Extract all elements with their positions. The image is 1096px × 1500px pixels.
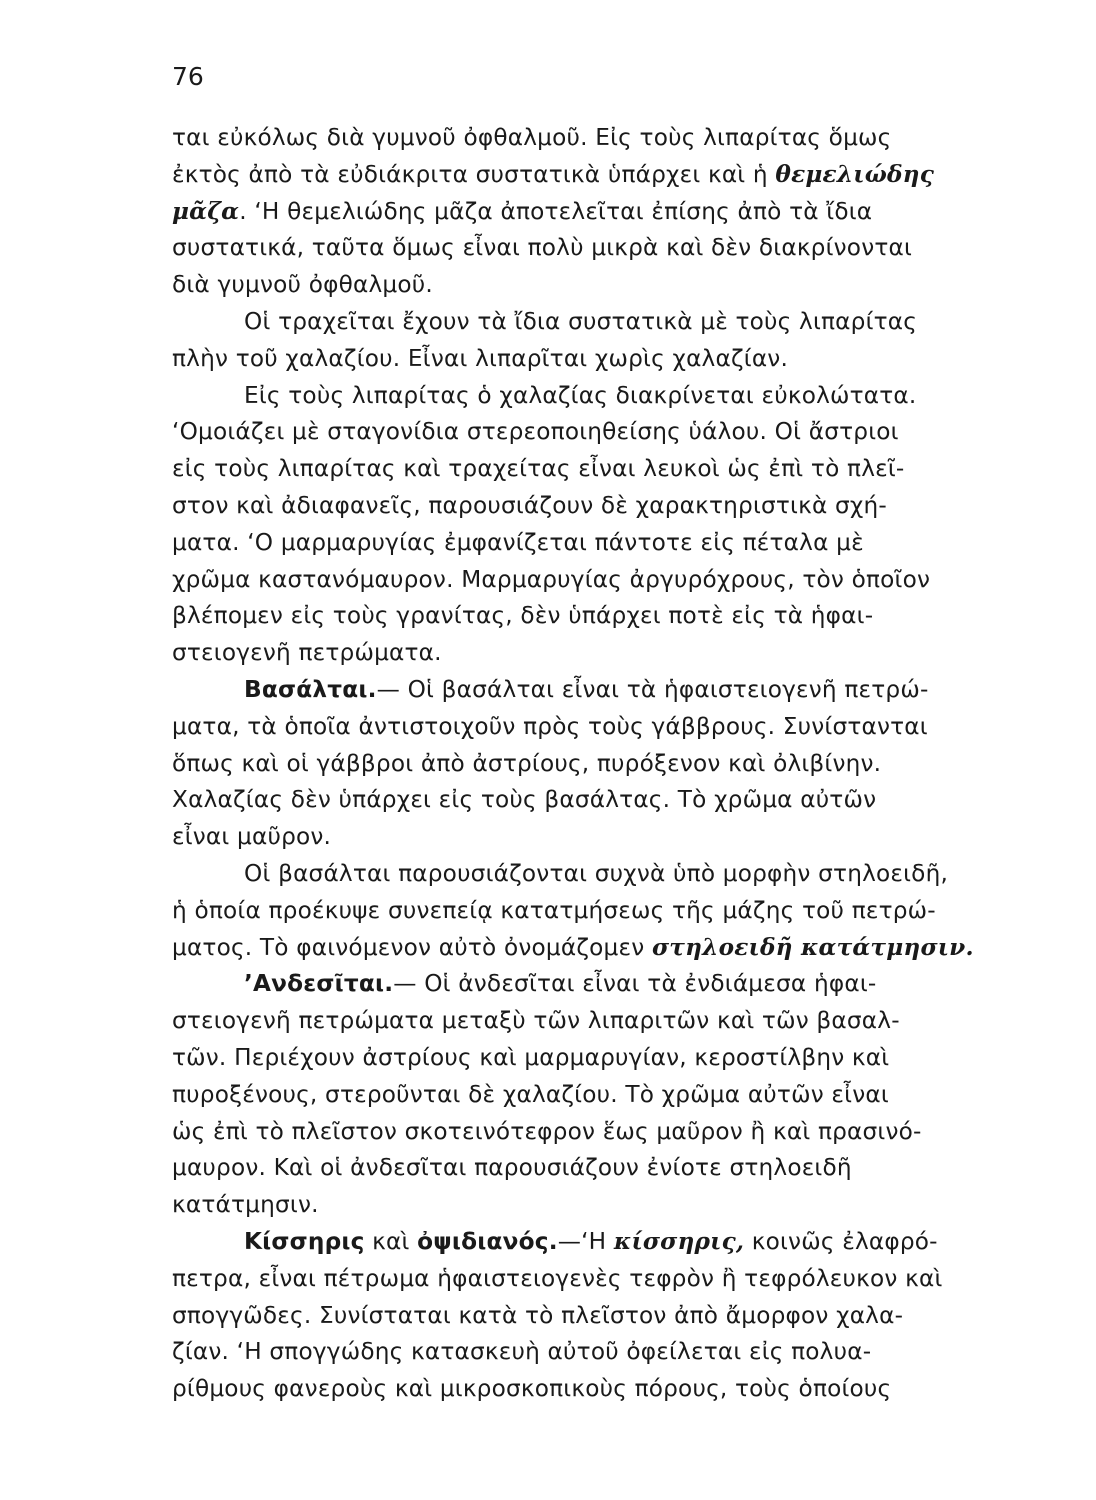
text-line: ται εὐκόλως διὰ γυμνοῦ ὀφθαλμοῦ. Εἰς τοὺς λιπαρίτας ὅμως bbox=[172, 124, 892, 151]
text-line: τῶν. Περιέχουν ἀστρίους καὶ μαρμαρυγίαν, κεροστίλβην καὶ bbox=[172, 1043, 890, 1071]
term-kissiris: κίσσηρις, bbox=[613, 1227, 745, 1255]
text-line: στειογενῆ πετρώματα μεταξὺ τῶν λιπαριτῶν καὶ τῶν βασαλ- bbox=[172, 1007, 900, 1035]
heading-andesites: ’Ανδεσῖται. bbox=[244, 970, 394, 998]
text-line: ὅπως καὶ οἱ γάββροι ἀπὸ ἀστρίους, πυρόξενον καὶ ὀλιβίνην. bbox=[172, 749, 882, 777]
text-line: ματος. Τὸ φαινόμενον αὐτὸ ὀνομάζομεν στηλοειδῆ κατάτμησιν. bbox=[172, 933, 974, 961]
text-line: ὡς ἐπὶ τὸ πλεῖστον σκοτεινότεφρον ἕως μαῦρον ἢ καὶ πρασινό- bbox=[172, 1117, 922, 1145]
text-line: εἰς τοὺς λιπαρίτας καὶ τραχείτας εἶναι λευκοὶ ὡς ἐπὶ τὸ πλεῖ- bbox=[172, 455, 905, 483]
text-line: κατάτμησιν. bbox=[172, 1191, 319, 1219]
text-line: ρίθμους φανεροὺς καὶ μικροσκοπικοὺς πόρους, τοὺς ὁποίους bbox=[172, 1375, 892, 1403]
term-maza: μᾶζα bbox=[172, 197, 240, 225]
heading-obsidian: ὀψιδιανός. bbox=[417, 1227, 558, 1255]
body-text bbox=[172, 120, 1048, 1408]
text-line: ζίαν. ‘Η σπογγώδης κατασκευὴ αὐτοῦ ὀφείλεται εἰς πολυα- bbox=[172, 1338, 872, 1366]
text-line: διὰ γυμνοῦ ὀφθαλμοῦ. bbox=[172, 271, 433, 299]
text-line: Εἰς τοὺς λιπαρίτας ὁ χαλαζίας διακρίνεται εὐκολώτατα. bbox=[244, 381, 917, 409]
term-themeliodis: θεμελιώδης bbox=[775, 160, 935, 188]
heading-pumice: Κίσσηρις bbox=[244, 1227, 365, 1255]
text-line: βλέπομεν εἰς τοὺς γρανίτας, δὲν ὑπάρχει ποτὲ εἰς τὰ ἡφαι- bbox=[172, 602, 874, 630]
text-line: συστατικά, ταῦτα ὅμως εἶναι πολὺ μικρὰ καὶ δὲν διακρίνονται bbox=[172, 234, 913, 262]
text-line: μαυρον. Καὶ οἱ ἀνδεσῖται παρουσιάζουν ἐνίοτε στηλοειδῆ bbox=[172, 1154, 852, 1182]
text-line: Βασάλται.— Οἱ βασάλται εἶναι τὰ ἡφαιστειογενῆ πετρώ- bbox=[244, 675, 929, 703]
text-line: πυροξένους, στεροῦνται δὲ χαλαζίου. Τὸ χρῶμα αὐτῶν εἶναι bbox=[172, 1080, 889, 1108]
text-line: μᾶζα. ‘Η θεμελιώδης μᾶζα ἀποτελεῖται ἐπίσης ἀπὸ τὰ ἴδια bbox=[172, 197, 873, 225]
text-line: εἶναι μαῦρον. bbox=[172, 823, 332, 851]
term-stiloeidi-katatmisin: στηλοειδῆ κατάτμησιν. bbox=[651, 933, 974, 961]
text-line: Οἱ βασάλται παρουσιάζονται συχνὰ ὑπὸ μορφὴν στηλοειδῆ, bbox=[244, 859, 949, 887]
text-line: ματα. ‘Ο μαρμαρυγίας ἐμφανίζεται πάντοτε εἰς πέταλα μὲ bbox=[172, 528, 864, 556]
text-line: στον καὶ ἀδιαφανεῖς, παρουσιάζουν δὲ χαρακτηριστικὰ σχή- bbox=[172, 491, 887, 519]
text-line: χρῶμα καστανόμαυρον. Μαρμαρυγίας ἀργυρόχρους, τὸν ὁποῖον bbox=[172, 565, 931, 593]
text-line: πλὴν τοῦ χαλαζίου. Εἶναι λιπαρῖται χωρὶς χαλαζίαν. bbox=[172, 344, 789, 372]
text-line: ‘Ομοιάζει μὲ σταγονίδια στερεοποιηθείσης ὑάλου. Οἱ ἄστριοι bbox=[172, 418, 899, 446]
text-line: Χαλαζίας δὲν ὑπάρχει εἰς τοὺς βασάλτας. Τὸ χρῶμα αὐτῶν bbox=[172, 786, 877, 814]
text-line: σπογγῶδες. Συνίσταται κατὰ τὸ πλεῖστον ἀπὸ ἄμορφον χαλα- bbox=[172, 1301, 904, 1329]
text-line: ἡ ὁποία προέκυψε συνεπείᾳ κατατμήσεως τῆς μάζης τοῦ πετρώ- bbox=[172, 896, 936, 924]
text-line: στειογενῆ πετρώματα. bbox=[172, 639, 442, 667]
text-line: ἐκτὸς ἀπὸ τὰ εὐδιάκριτα συστατικὰ ὑπάρχει καὶ ἡ θεμελιώδης bbox=[172, 160, 935, 188]
text-line: πετρα, εἶναι πέτρωμα ἡφαιστειογενὲς τεφρὸν ἢ τεφρόλευκον καὶ bbox=[172, 1264, 943, 1292]
heading-basalts: Βασάλται. bbox=[244, 675, 377, 703]
text-line: Οἱ τραχεῖται ἔχουν τὰ ἴδια συστατικὰ μὲ τοὺς λιπαρίτας bbox=[244, 307, 918, 335]
page-number: 76 bbox=[172, 62, 204, 91]
text-line: ματα, τὰ ὁποῖα ἀντιστοιχοῦν πρὸς τοὺς γάββρους. Συνίστανται bbox=[172, 712, 928, 740]
text-line: Κίσσηρις καὶ ὀψιδιανός.—‘Η κίσσηρις, κοινῶς ἐλαφρό- bbox=[244, 1227, 938, 1255]
text-line: ’Ανδεσῖται.— Οἱ ἀνδεσῖται εἶναι τὰ ἐνδιάμεσα ἡφαι- bbox=[244, 970, 877, 998]
